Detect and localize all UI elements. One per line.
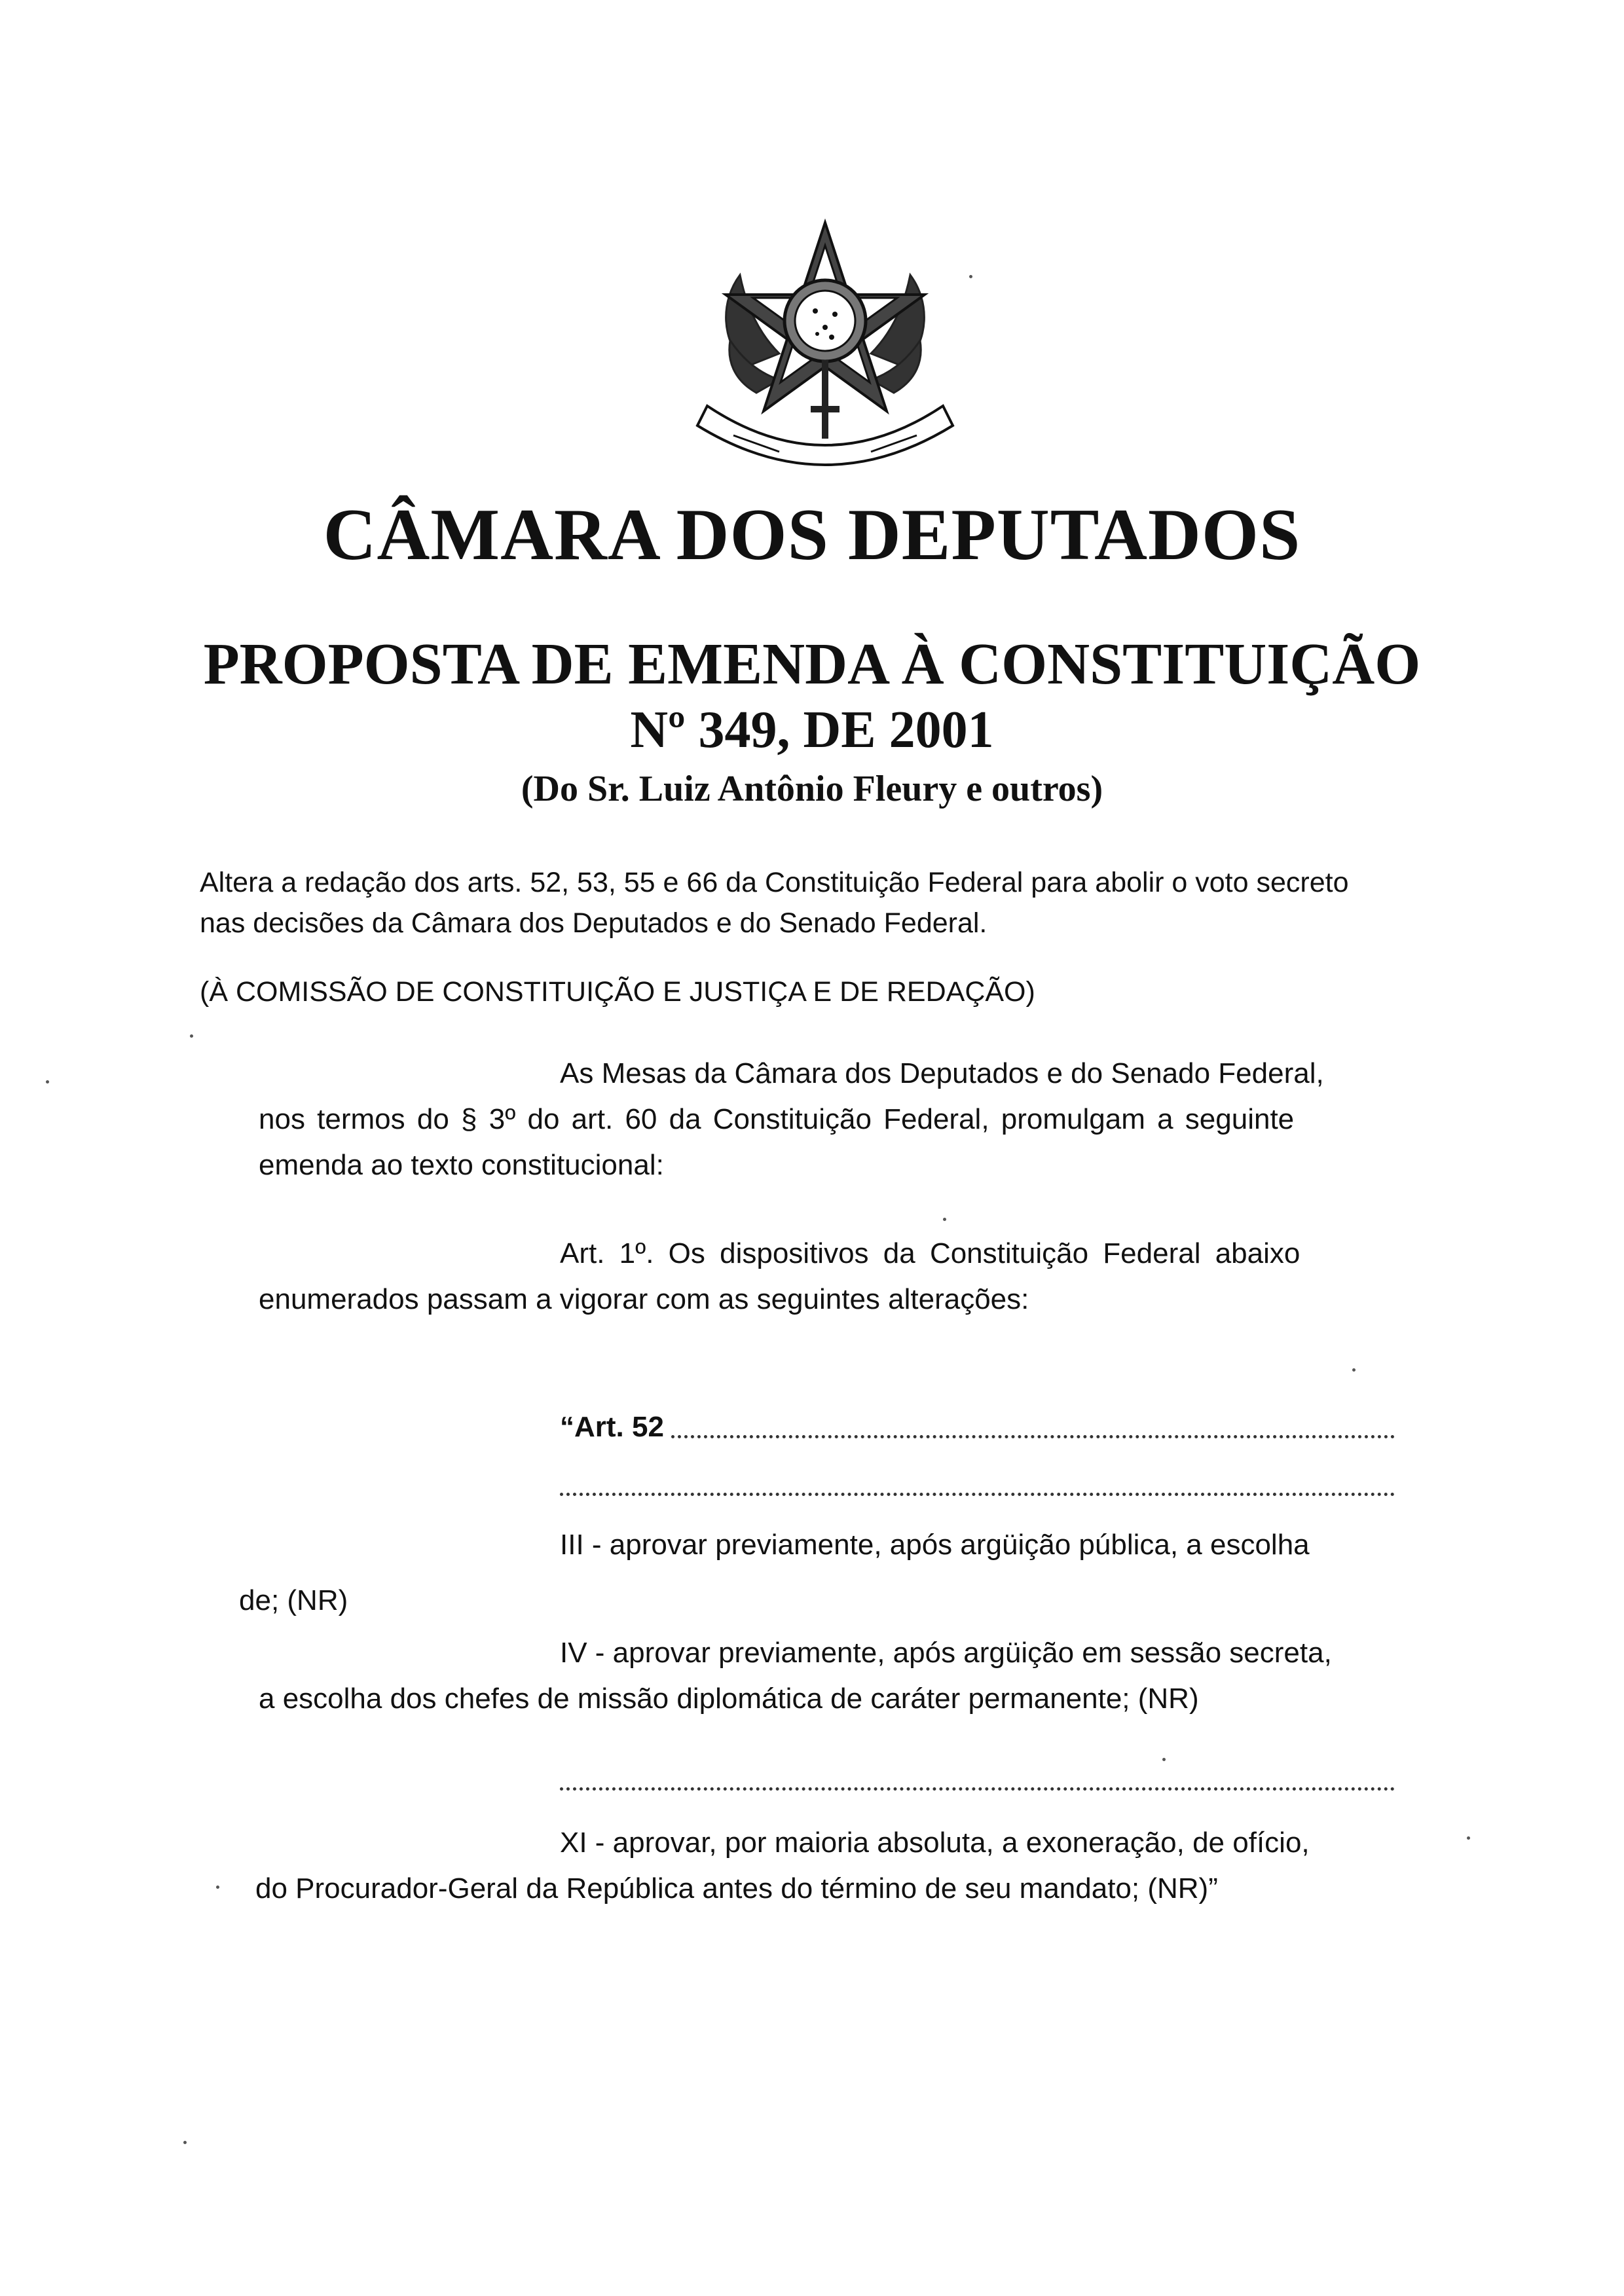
summary-line-1: Altera a redação dos arts. 52, 53, 55 e 66 da Constituição Federal para abolir o voto secreto <box>200 867 1349 898</box>
scan-speck <box>46 1080 49 1084</box>
item-xi-line-1: XI - aprovar, por maioria absoluta, a exoneração, de ofício, <box>560 1827 1310 1859</box>
preamble-line-2: nos termos do § 3º do art. 60 da Constituição Federal, promulgam a seguinte <box>259 1103 1295 1135</box>
committee-referral: (À COMISSÃO DE CONSTITUIÇÃO E JUSTIÇA E DE REDAÇÃO) <box>200 976 1035 1008</box>
preamble-line-1: As Mesas da Câmara dos Deputados e do Senado Federal, <box>560 1057 1324 1089</box>
chamber-title: CÂMARA DOS DEPUTADOS <box>323 494 1301 575</box>
item-iv-line-2: a escolha dos chefes de missão diplomática de caráter permanente; (NR) <box>259 1683 1199 1715</box>
scan-speck <box>183 2141 187 2144</box>
item-iv-line-1: IV - aprovar previamente, após argüição em sessão secreta, <box>560 1637 1332 1669</box>
summary-line-2: nas decisões da Câmara dos Deputados e do Senado Federal. <box>200 907 987 939</box>
document-type-title: PROPOSTA DE EMENDA À CONSTITUIÇÃO <box>203 632 1421 697</box>
preamble-line-3: emenda ao texto constitucional: <box>259 1149 664 1181</box>
scan-speck <box>216 1886 219 1889</box>
scan-speck <box>1467 1836 1470 1840</box>
scan-speck <box>969 275 972 278</box>
author-line: (Do Sr. Luiz Antônio Fleury e outros) <box>521 769 1103 809</box>
dotted-leader-omission-2 <box>560 1787 1395 1791</box>
item-iii-line-1: III - aprovar previamente, após argüição pública, a escolha <box>560 1529 1310 1561</box>
dotted-leader-art-52 <box>671 1435 1395 1438</box>
document-number: Nº 349, DE 2001 <box>630 701 994 759</box>
item-xi-line-2: do Procurador-Geral da República antes do término de seu mandato; (NR)” <box>255 1872 1218 1904</box>
scan-speck <box>190 1034 193 1038</box>
dotted-leader-omission-1 <box>560 1493 1395 1496</box>
item-iii-line-2: de; (NR) <box>239 1584 348 1616</box>
art-52-label: “Art. 52 <box>560 1411 664 1443</box>
scan-speck <box>943 1218 946 1221</box>
article-1-line-2: enumerados passam a vigorar com as seguintes alterações: <box>259 1283 1029 1315</box>
article-1-line-1: Art. 1º. Os dispositivos da Constituição Federal abaixo <box>560 1237 1301 1269</box>
coat-of-arms-seal <box>694 210 956 491</box>
scan-speck <box>1162 1758 1166 1761</box>
scan-speck <box>1352 1368 1356 1372</box>
